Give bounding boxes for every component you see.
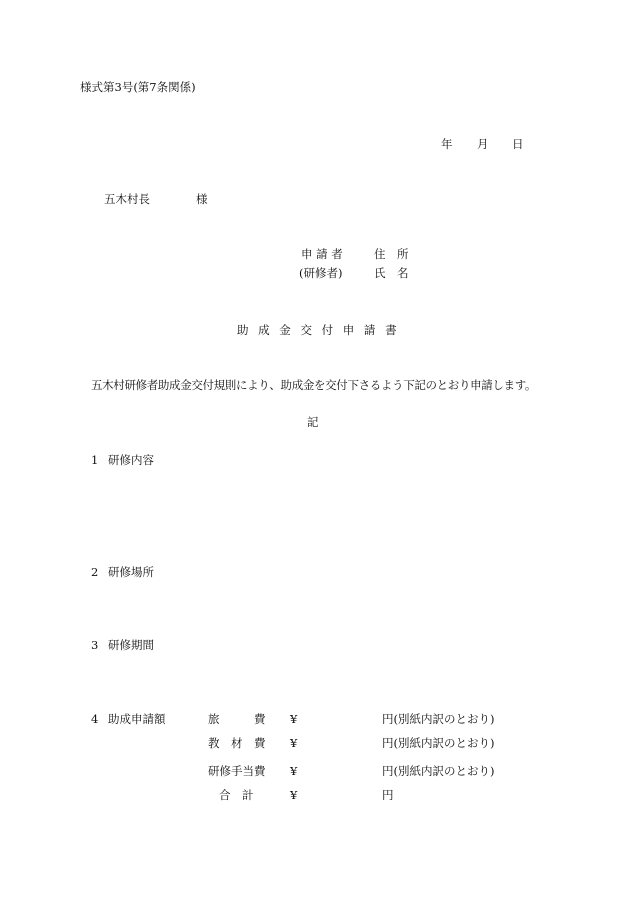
ki-heading: 記	[307, 415, 319, 429]
form-number: 様式第3号(第7条関係)	[80, 80, 196, 94]
addressee-honorific: 様	[196, 192, 208, 206]
date-month: 月	[477, 137, 489, 151]
item-number: 3	[91, 638, 99, 652]
yen-sign: ¥	[290, 764, 298, 778]
expense-label: 研修手当費	[208, 764, 266, 778]
yen-sign: ¥	[290, 788, 298, 802]
item-number: 1	[91, 453, 99, 467]
document-title: 助 成 金 交 付 申 請 書	[237, 323, 400, 337]
yen-sign: ¥	[290, 712, 298, 726]
expense-unit: 円(別紙内訳のとおり)	[382, 712, 495, 726]
date-year: 年	[441, 137, 453, 151]
expense-unit: 円	[382, 788, 394, 802]
body-text: 五木村研修者助成金交付規則により、助成金を交付下さるよう下記のとおり申請します。	[91, 378, 537, 392]
item-label: 研修期間	[108, 638, 154, 652]
expense-label: 教 材 費	[208, 736, 266, 750]
item-label: 研修内容	[108, 453, 154, 467]
applicant-subtitle: (研修者)	[299, 266, 343, 280]
item-number: 4	[91, 712, 99, 726]
item-number: 2	[91, 565, 99, 579]
yen-sign: ¥	[290, 736, 298, 750]
item-label: 助成申請額	[108, 712, 166, 726]
expense-label: 旅 費	[208, 712, 266, 726]
addressee-name: 五木村長	[104, 192, 150, 206]
date-day: 日	[512, 137, 524, 151]
item-label: 研修場所	[108, 565, 154, 579]
expense-label: 合 計	[219, 788, 254, 802]
applicant-title: 申 請 者	[301, 247, 343, 261]
applicant-address-label: 住 所	[374, 247, 409, 261]
expense-unit: 円(別紙内訳のとおり)	[382, 736, 495, 750]
expense-unit: 円(別紙内訳のとおり)	[382, 764, 495, 778]
applicant-name-label: 氏 名	[374, 266, 409, 280]
